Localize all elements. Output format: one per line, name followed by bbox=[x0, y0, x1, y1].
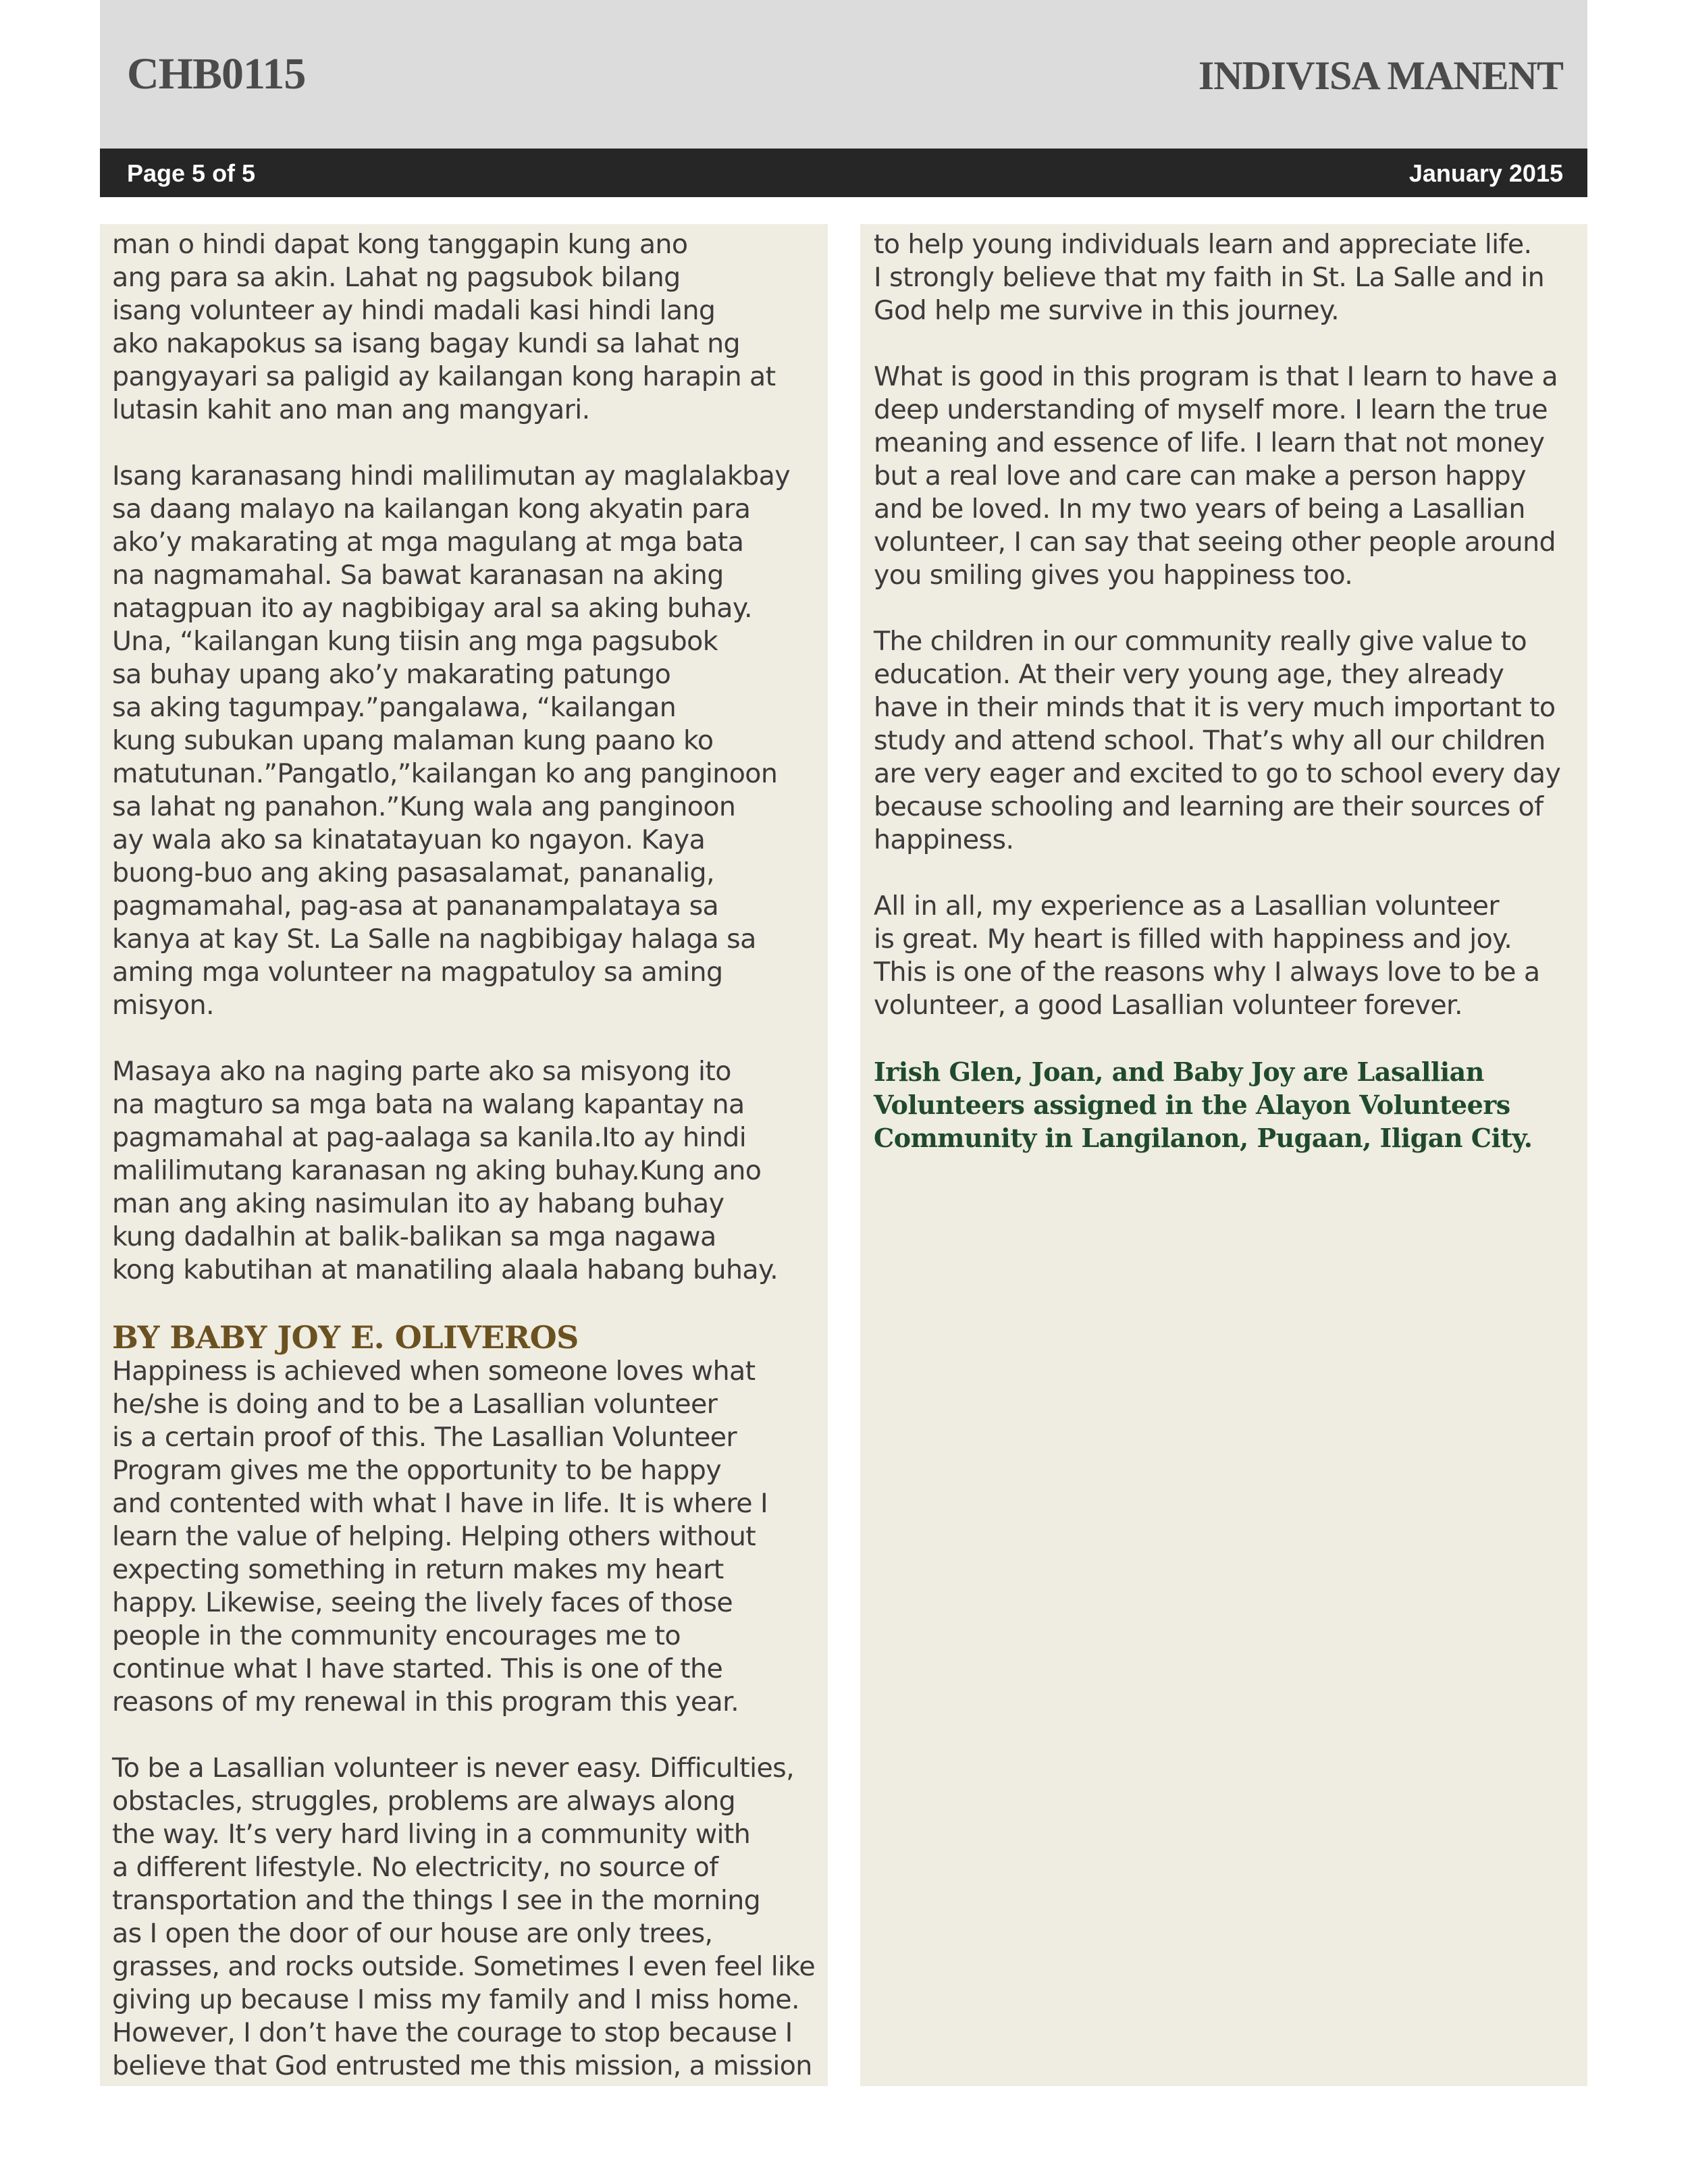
text-line: ay wala ako sa kinatatayuan ko ngayon. Kaya bbox=[112, 824, 706, 855]
text-line: buong-buo ang aking pasasalamat, pananalig, bbox=[112, 857, 714, 888]
text-line: aming mga volunteer na magpatuloy sa aming bbox=[112, 957, 723, 988]
text-line: However, I don’t have the courage to stop because I bbox=[112, 2017, 793, 2048]
text-line: have in their minds that it is very much important to bbox=[874, 692, 1556, 723]
text-line: learn the value of helping. Helping others without bbox=[112, 1521, 756, 1552]
text-line: believe that God entrusted me this mission, a mission bbox=[112, 2050, 812, 2081]
paragraph bbox=[112, 228, 817, 427]
author-byline: BY BABY JOY E. OLIVEROS bbox=[112, 1319, 579, 1356]
text-line: man o hindi dapat kong tanggapin kung ano bbox=[112, 229, 688, 260]
text-line: I strongly believe that my faith in St. La Salle and in bbox=[874, 262, 1544, 293]
text-line: sa lahat ng panahon.”Kung wala ang panginoon bbox=[112, 791, 736, 822]
text-line: Isang karanasang hindi malilimutan ay maglalakbay bbox=[112, 460, 791, 491]
text-line: a different lifestyle. No electricity, no source of bbox=[112, 1852, 718, 1883]
text-line: sa aking tagumpay.”pangalawa, “kailangan bbox=[112, 692, 677, 723]
text-line: misyon. bbox=[112, 990, 214, 1021]
text-line: pagmamahal, pag-asa at pananampalataya sa bbox=[112, 890, 719, 922]
text-line: What is good in this program is that I learn to have a bbox=[874, 361, 1558, 392]
text-line: meaning and essence of life. I learn that not money bbox=[874, 427, 1545, 458]
issue-date: January 2015 bbox=[1408, 159, 1563, 187]
text-line: The children in our community really give value to bbox=[874, 626, 1527, 657]
text-line: volunteer, a good Lasallian volunteer forever. bbox=[874, 990, 1463, 1021]
text-line: continue what I have started. This is one of the bbox=[112, 1653, 723, 1684]
text-line: as I open the door of our house are only trees, bbox=[112, 1918, 713, 1949]
text-line: but a real love and care can make a person happy bbox=[874, 460, 1526, 491]
text-line: Happiness is achieved when someone loves what bbox=[112, 1356, 756, 1387]
text-line: volunteer, I can say that seeing other people around bbox=[874, 527, 1556, 558]
text-line: Program gives me the opportunity to be happy bbox=[112, 1455, 721, 1486]
paragraph bbox=[874, 228, 1577, 327]
text-line: man ang aking nasimulan ito ay habang buhay bbox=[112, 1188, 724, 1219]
text-line: kanya at kay St. La Salle na nagbibigay halaga sa bbox=[112, 924, 756, 955]
text-line: because schooling and learning are their sources of bbox=[874, 791, 1544, 822]
left-article-body-continued bbox=[112, 1355, 817, 2083]
paragraph bbox=[874, 890, 1577, 1022]
left-column bbox=[100, 224, 828, 2086]
text-line: To be a Lasallian volunteer is never easy. Difficulties, bbox=[112, 1753, 795, 1784]
left-article-body bbox=[112, 228, 817, 1287]
author-credit bbox=[874, 1055, 1577, 1154]
text-line: God help me survive in this journey. bbox=[874, 295, 1340, 326]
credit-line: Irish Glen, Joan, and Baby Joy are Lasallian bbox=[874, 1057, 1484, 1087]
text-line: you smiling gives you happiness too. bbox=[874, 560, 1353, 591]
text-line: is a certain proof of this. The Lasallian Volunteer bbox=[112, 1422, 737, 1453]
text-line: ako nakapokus sa isang bagay kundi sa lahat ng bbox=[112, 328, 740, 359]
text-line: sa buhay upang ako’y makarating patungo bbox=[112, 659, 671, 690]
text-line: natagpuan ito ay nagbibigay aral sa aking buhay. bbox=[112, 593, 752, 624]
text-line: obstacles, struggles, problems are always along bbox=[112, 1786, 736, 1817]
paragraph bbox=[874, 361, 1577, 592]
text-line: ang para sa akin. Lahat ng pagsubok bilang bbox=[112, 262, 681, 293]
text-line: pagmamahal at pag-aalaga sa kanila.Ito ay hindi bbox=[112, 1122, 747, 1153]
paragraph bbox=[112, 1752, 817, 2083]
text-line: kung subukan upang malaman kung paano ko bbox=[112, 725, 714, 756]
right-column bbox=[860, 224, 1587, 2086]
text-line: grasses, and rocks outside. Sometimes I even feel like bbox=[112, 1951, 816, 1982]
text-line: the way. It’s very hard living in a community with bbox=[112, 1819, 751, 1850]
text-line: expecting something in return makes my heart bbox=[112, 1554, 724, 1585]
text-line: Una, “kailangan kung tiisin ang mga pagsubok bbox=[112, 626, 718, 657]
newsletter-code: CHB0115 bbox=[127, 49, 306, 99]
paragraph bbox=[112, 1055, 817, 1287]
newsletter-motto: INDIVISA MANENT bbox=[1198, 53, 1563, 98]
text-line: This is one of the reasons why I always love to be a bbox=[874, 957, 1540, 988]
text-line: na nagmamahal. Sa bawat karanasan na aking bbox=[112, 560, 724, 591]
paragraph bbox=[874, 625, 1577, 857]
text-line: matutunan.”Pangatlo,”kailangan ko ang panginoon bbox=[112, 758, 778, 789]
right-article-body bbox=[874, 228, 1577, 1022]
text-line: giving up because I miss my family and I miss home. bbox=[112, 1984, 799, 2015]
page-info-bar bbox=[100, 149, 1587, 197]
text-line: deep understanding of myself more. I learn the true bbox=[874, 394, 1548, 425]
credit-line: Volunteers assigned in the Alayon Volunteers bbox=[874, 1090, 1510, 1120]
text-line: lutasin kahit ano man ang mangyari. bbox=[112, 394, 590, 425]
text-line: and contented with what I have in life. It is where I bbox=[112, 1488, 768, 1519]
text-line: kung dadalhin at balik-balikan sa mga nagawa bbox=[112, 1221, 716, 1252]
text-line: happiness. bbox=[874, 824, 1014, 855]
masthead bbox=[100, 0, 1587, 149]
paragraph bbox=[112, 1355, 817, 1719]
text-line: study and attend school. That’s why all our children bbox=[874, 725, 1546, 756]
credit-line: Community in Langilanon, Pugaan, Iligan City. bbox=[874, 1123, 1533, 1153]
text-line: are very eager and excited to go to school every day bbox=[874, 758, 1561, 789]
text-line: Masaya ako na naging parte ako sa misyong ito bbox=[112, 1056, 731, 1087]
text-line: education. At their very young age, they already bbox=[874, 659, 1504, 690]
text-line: happy. Likewise, seeing the lively faces of those bbox=[112, 1587, 733, 1618]
text-line: kong kabutihan at manatiling alaala habang buhay. bbox=[112, 1254, 779, 1285]
text-line: he/she is doing and to be a Lasallian volunteer bbox=[112, 1389, 718, 1420]
text-line: malilimutang karanasan ng aking buhay.Kung ano bbox=[112, 1155, 762, 1186]
text-line: na magturo sa mga bata na walang kapantay na bbox=[112, 1089, 745, 1120]
paragraph bbox=[112, 460, 817, 1022]
text-line: and be loved. In my two years of being a Lasallian bbox=[874, 494, 1525, 525]
text-line: pangyayari sa paligid ay kailangan kong harapin at bbox=[112, 361, 776, 392]
text-line: to help young individuals learn and appreciate life. bbox=[874, 229, 1532, 260]
text-line: transportation and the things I see in the morning bbox=[112, 1885, 761, 1916]
page-number: Page 5 of 5 bbox=[127, 159, 256, 187]
text-line: ako’y makarating at mga magulang at mga bata bbox=[112, 527, 744, 558]
text-line: sa daang malayo na kailangan kong akyatin para bbox=[112, 494, 751, 525]
text-line: reasons of my renewal in this program this year. bbox=[112, 1686, 739, 1717]
text-line: people in the community encourages me to bbox=[112, 1620, 681, 1651]
text-line: All in all, my experience as a Lasallian volunteer bbox=[874, 890, 1499, 922]
text-line: is great. My heart is filled with happiness and joy. bbox=[874, 924, 1512, 955]
text-line: isang volunteer ay hindi madali kasi hindi lang bbox=[112, 295, 716, 326]
